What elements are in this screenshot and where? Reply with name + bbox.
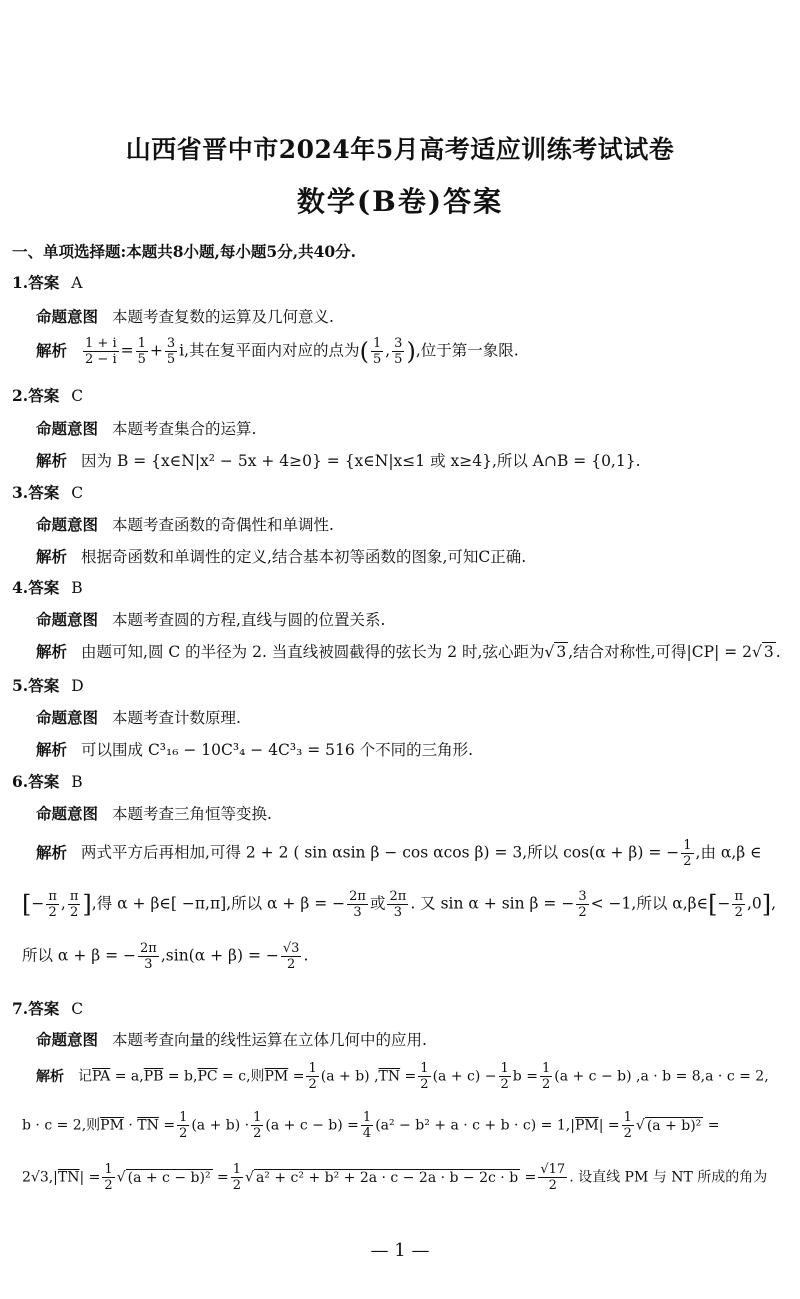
q5-analysis-line: 解析 可以围成 C³₁₆ − 10C³₄ − 4C³₃ = 516 个不同的三角形.	[36, 740, 474, 759]
q5-intent-line: 命题意图 本题考查计数原理.	[36, 708, 241, 727]
q3-answer: C	[71, 484, 84, 502]
fraction: $\frac{2\pi}{3}$	[389, 889, 407, 920]
q7-analysis-line-2: b · c = 2,则$\overline{PM} \cdot \overline{TN}$ = $\frac{1}{2}$ (a + b) · $\frac{1}{2}$ (a + c − b) = $\frac{1}{4}$ $(a^2 - b^2 + a \cdot c + b \cdot c) = 1,|\overline{PM}|$ = $\frac{1}{2}$ √ (a + b)² =	[22, 1110, 720, 1141]
q3-intent-line: 命题意图 本题考查函数的奇偶性和单调性.	[36, 515, 334, 534]
q3-analysis-line: 解析 根据奇函数和单调性的定义,结合基本初等函数的图象,可知C正确.	[36, 547, 527, 566]
fraction: $\frac{3}{2}$	[578, 889, 587, 920]
fraction: $\frac{1}{2}$	[179, 1110, 188, 1141]
fraction: $\frac{\pi}{2}$	[69, 889, 79, 920]
intent-label: 命题意图	[36, 307, 99, 326]
fraction: $\frac{\pi}{2}$	[734, 889, 743, 920]
q5-analysis: 可以围成 C³₁₆ − 10C³₄ − 4C³₃ = 516 个不同的三角形.	[81, 741, 474, 759]
q7-intent-line: 命题意图 本题考查向量的线性运算在立体几何中的应用.	[36, 1030, 427, 1049]
page-number: — 1 —	[370, 1240, 430, 1261]
q2-intent: 本题考查集合的运算.	[112, 420, 257, 438]
analysis-label: 解析	[36, 340, 68, 360]
answer-label: 答案	[28, 386, 60, 405]
q4-intent: 本题考查圆的方程,直线与圆的位置关系.	[112, 611, 386, 629]
q4-answer: B	[71, 579, 83, 597]
q6-answer: B	[71, 773, 83, 791]
fraction: $\frac{1}{4}$	[362, 1110, 372, 1141]
q4-intent-line: 命题意图 本题考查圆的方程,直线与圆的位置关系.	[36, 610, 386, 629]
q6-answer-line: 6.答案 B	[12, 772, 83, 791]
q3-intent: 本题考查函数的奇偶性和单调性.	[112, 516, 334, 534]
q3-analysis: 根据奇函数和单调性的定义,结合基本初等函数的图象,可知C正确.	[81, 548, 527, 566]
q2-answer-line: 2.答案 C	[12, 386, 84, 405]
fraction: $\frac{1}{5}$	[372, 336, 382, 367]
q1-number: 1.	[12, 273, 29, 292]
q7-answer: C	[71, 1000, 84, 1018]
q1-analysis-line: 解析 $\frac{1 + i}{2 - i}$ = $\frac{1}{5}$ + $\frac{3}{5}$ i,其在复平面内对应的点为( $\frac{1}{5}$ , $\frac{3}{5}$ ),位于第一象限.	[36, 336, 519, 367]
fraction: $\frac{1}{2}$	[541, 1061, 551, 1092]
q5-intent: 本题考查计数原理.	[112, 709, 241, 727]
fraction: $\frac{1}{2}$	[683, 838, 692, 869]
q4-analysis-line: 解析 由题可知,圆 C 的半径为 2. 当直线被圆截得的弦长为 2 时,弦心距为√ 3 ,结合对称性,可得|CP| = 2√ 3 .	[36, 642, 781, 661]
q2-answer: C	[71, 387, 84, 405]
q1-answer: A	[71, 274, 83, 292]
fraction: $\frac{1}{2}$	[500, 1061, 509, 1092]
q5-answer-line: 5.答案 D	[12, 676, 84, 695]
q5-answer: D	[71, 677, 84, 695]
fraction: $\frac{1 + i}{2 - i}$	[85, 336, 117, 367]
q1-answer-line	[12, 271, 82, 293]
q4-answer-line: 4.答案 B	[12, 578, 83, 597]
document-title: 山西省晋中市2024年5月高考适应训练考试试卷	[125, 135, 675, 164]
fraction: $\frac{1}{2}$	[420, 1061, 429, 1092]
fraction: $\frac{\pi}{2}$	[48, 889, 57, 920]
answer-label: 答案	[28, 273, 60, 292]
q2-intent-line: 命题意图 本题考查集合的运算.	[36, 419, 257, 438]
q6-intent-line: 命题意图 本题考查三角恒等变换.	[36, 804, 272, 823]
fraction: $\frac{1}{2}$	[623, 1110, 632, 1141]
fraction: $\frac{1}{2}$	[308, 1061, 317, 1092]
document-subtitle: 数学(B卷)答案	[296, 185, 504, 218]
fraction: $\frac{3}{5}$	[166, 336, 176, 367]
q1-intent-line	[36, 305, 334, 327]
fraction: $\frac{√3}{2}$	[282, 941, 300, 972]
q1-intent: 本题考查复数的运算及几何意义.	[112, 308, 334, 326]
fraction: $\frac{1}{2}$	[232, 1162, 242, 1193]
q2-analysis: 因为 B = {x∈N|x² − 5x + 4≥0} = {x∈N|x≤1 或 x≥4},所以 A∩B = {0,1}.	[81, 452, 641, 470]
fraction: $\frac{1}{5}$	[137, 336, 146, 367]
fraction: $\frac{2\pi}{3}$	[349, 889, 366, 920]
q2-analysis-line: 解析 因为 B = {x∈N|x² − 5x + 4≥0} = {x∈N|x≤1 或 x≥4},所以 A∩B = {0,1}.	[36, 451, 641, 470]
q7-analysis-line-3: $2√3,|\overline{TN}|$ = $\frac{1}{2}$ √ (a + c − b)² = $\frac{1}{2}$ √ a² + c² + b² + 2a · c − 2a · b − 2c · b = $\frac{√17}{2}$ . 设直线 PM 与 NT 所成的角为	[22, 1162, 768, 1193]
fraction: $\frac{√17}{2}$	[540, 1162, 566, 1193]
q6-analysis-line-3: 所以 α + β = − $\frac{2\pi}{3}$ ,sin(α + β) = − $\frac{√3}{2}$ .	[22, 941, 309, 972]
q7-analysis-line-1: 解析 记$\overline{PA} = a,\overline{PB} = b,\overline{PC} = c$,则$\overline{PM}$ = $\frac{1}{2}$ (a + b) $,\overline{TN}$ = $\frac{1}{2}$ (a + c) − $\frac{1}{2}$ b = $\frac{1}{2}$ (a + c − b) ,a · b = 8,a · c = 2,	[36, 1061, 769, 1092]
section-heading: 一、单项选择题:本题共8小题,每小题5分,共40分.	[12, 242, 357, 261]
q7-intent: 本题考查向量的线性运算在立体几何中的应用.	[112, 1031, 427, 1049]
q7-answer-line: 7.答案 C	[12, 999, 84, 1018]
fraction: $\frac{2\pi}{3}$	[140, 941, 157, 972]
fraction: $\frac{1}{2}$	[104, 1162, 113, 1193]
q6-analysis-line-1: 解析 两式平方后再相加,可得 2 + 2 ( sin αsin β − cos αcos β) = 3,所以 cos(α + β) = − $\frac{1}{2}$ ,由 α,β ∈	[36, 838, 762, 869]
q6-analysis-line-2: [− $\frac{\pi}{2}$ , $\frac{\pi}{2}$ ],得 α + β∈[ −π,π],所以 α + β = − $\frac{2\pi}{3}$ 或 $\frac{2\pi}{3}$ . 又 sin α + sin β = − $\frac{3}{2}$ < −1,所以 α,β∈[− $\frac{\pi}{2}$ ,0],	[22, 889, 777, 920]
fraction: $\frac{3}{5}$	[394, 336, 403, 367]
fraction: $\frac{1}{2}$	[253, 1110, 262, 1141]
q6-intent: 本题考查三角恒等变换.	[112, 805, 272, 823]
q3-answer-line: 3.答案 C	[12, 483, 84, 502]
